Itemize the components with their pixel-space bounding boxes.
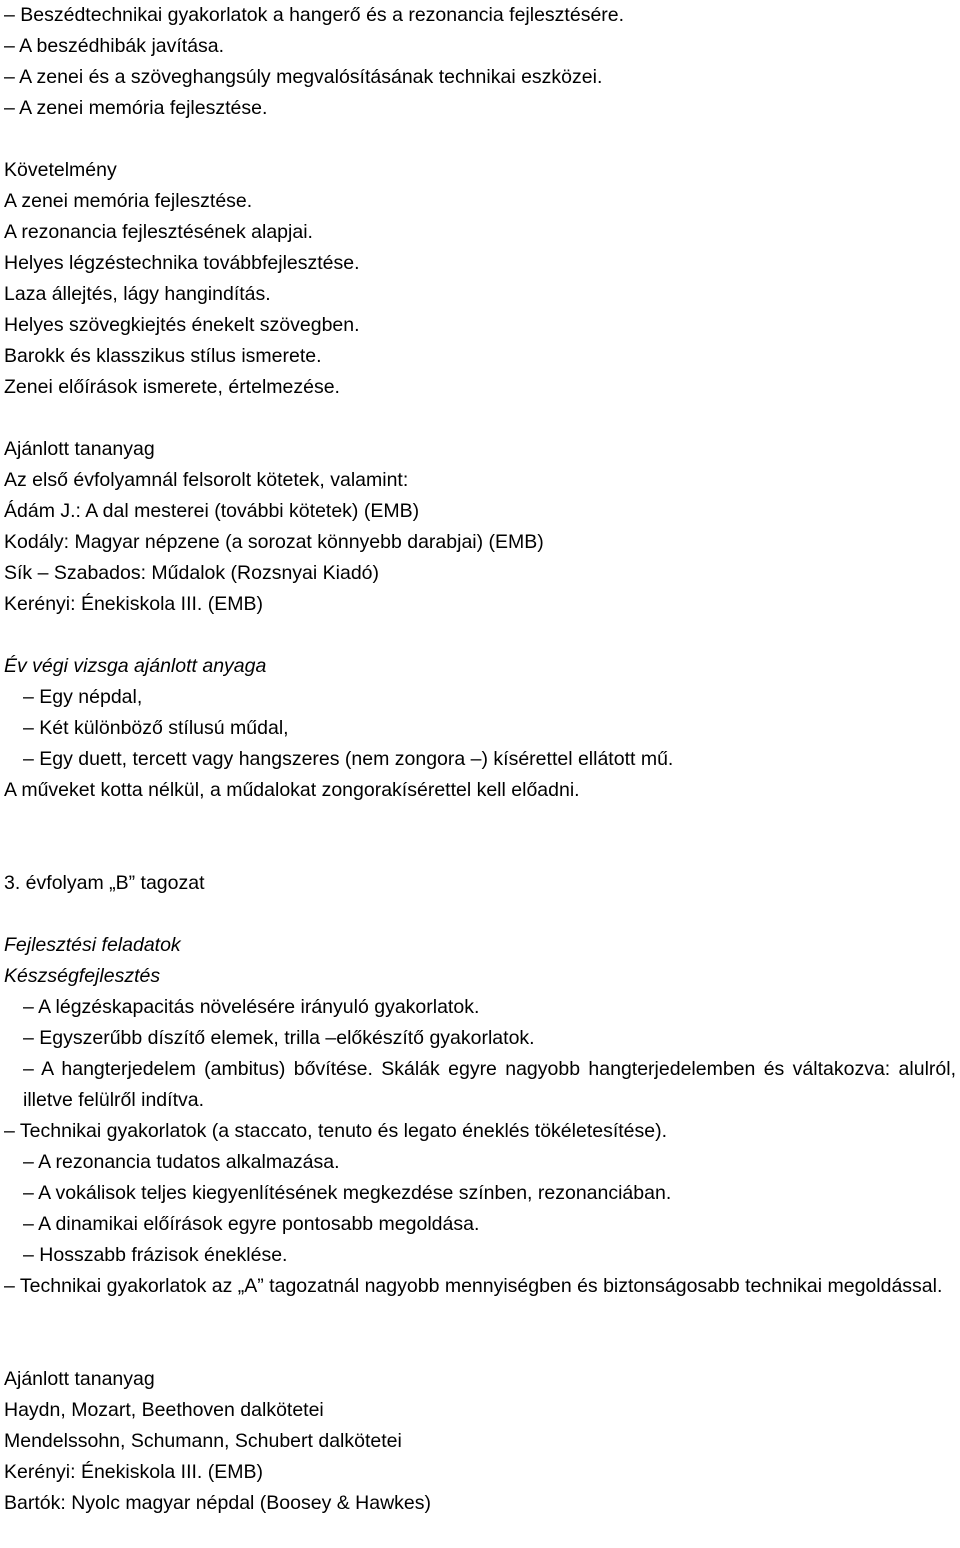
- list-item: – A beszédhibák javítása.: [4, 35, 225, 57]
- list-item: Haydn, Mozart, Beethoven dalkötetei: [4, 1399, 324, 1421]
- exam-heading: Év végi vizsga ajánlott anyaga: [4, 655, 267, 677]
- list-item: – Technikai gyakorlatok az „A” tagozatnál nagyobb mennyiségben és biztonságosabb technikai megoldással.: [4, 1275, 943, 1297]
- list-item: – Egy népdal,: [23, 686, 143, 708]
- list-item: Bartók: Nyolc magyar népdal (Boosey & Hawkes): [4, 1492, 432, 1514]
- tasks-section: [4, 930, 956, 1302]
- list-item: Zenei előírások ismerete, értelmezése.: [4, 376, 340, 398]
- list-item: – A zenei memória fejlesztése.: [4, 97, 268, 119]
- list-item: – Beszédtechnikai gyakorlatok a hangerő és a rezonancia fejlesztésére.: [4, 4, 625, 26]
- list-item: – A hangterjedelem (ambitus) bővítése. Skálák egyre nagyobb hangterjedelemben és váltakozva: alulról, illetve felülről indítva.: [23, 1058, 956, 1111]
- list-item: Helyes szövegkiejtés énekelt szövegben.: [4, 314, 360, 336]
- spacer: [4, 124, 956, 155]
- requirements-section: [4, 155, 956, 403]
- list-item: – A légzéskapacitás növelésére irányuló gyakorlatok.: [23, 996, 480, 1018]
- exam-note: A műveket kotta nélkül, a műdalokat zongorakísérettel kell előadni.: [4, 779, 580, 801]
- spacer: [4, 806, 956, 868]
- exam-section: [4, 651, 956, 806]
- list-item: Kodály: Magyar népzene (a sorozat könnyebb darabjai) (EMB): [4, 531, 544, 553]
- list-item: – A zenei és a szöveghangsúly megvalósításának technikai eszközei.: [4, 66, 603, 88]
- spacer: [4, 403, 956, 434]
- tasks-subheading: Készségfejlesztés: [4, 965, 161, 987]
- list-item: A rezonancia fejlesztésének alapjai.: [4, 221, 313, 243]
- list-item: – Egy duett, tercett vagy hangszeres (nem zongora –) kísérettel ellátott mű.: [23, 748, 674, 770]
- list-item: Laza állejtés, lágy hangindítás.: [4, 283, 271, 305]
- list-item: – Egyszerűbb díszítő elemek, trilla –előkészítő gyakorlatok.: [23, 1027, 535, 1049]
- list-item: Barokk és klasszikus stílus ismerete.: [4, 345, 322, 367]
- spacer: [4, 620, 956, 651]
- grade-heading: 3. évfolyam „B” tagozat: [4, 872, 205, 894]
- recommended-heading: Ajánlott tananyag: [4, 1368, 155, 1390]
- requirements-heading: Követelmény: [4, 159, 117, 181]
- list-item: – Hosszabb frázisok éneklése.: [23, 1244, 288, 1266]
- list-item: Ádám J.: A dal mesterei (további kötetek) (EMB): [4, 500, 420, 522]
- list-item: Kerényi: Énekiskola III. (EMB): [4, 1461, 264, 1483]
- list-item: – Technikai gyakorlatok (a staccato, tenuto és legato éneklés tökéletesítése).: [4, 1120, 668, 1142]
- list-item: A zenei memória fejlesztése.: [4, 190, 253, 212]
- spacer: [4, 899, 956, 930]
- list-item: – A dinamikai előírások egyre pontosabb megoldása.: [23, 1213, 480, 1235]
- list-item: Mendelssohn, Schumann, Schubert dalkötetei: [4, 1430, 402, 1452]
- list-item: – A rezonancia tudatos alkalmazása.: [23, 1151, 340, 1173]
- recommended-section: [4, 434, 956, 620]
- list-item: Sík – Szabados: Műdalok (Rozsnyai Kiadó): [4, 562, 380, 584]
- list-item: – A vokálisok teljes kiegyenlítésének megkezdése színben, rezonanciában.: [23, 1182, 672, 1204]
- recommended-heading: Ajánlott tananyag: [4, 438, 155, 460]
- list-item: Kerényi: Énekiskola III. (EMB): [4, 593, 264, 615]
- tasks-heading: Fejlesztési feladatok: [4, 934, 181, 956]
- list-item: Az első évfolyamnál felsorolt kötetek, valamint:: [4, 469, 409, 491]
- document-page: [4, 0, 956, 1519]
- spacer: [4, 1302, 956, 1364]
- recommended-section-2: [4, 1364, 956, 1519]
- list-item: – Két különböző stílusú műdal,: [23, 717, 289, 739]
- skill-list: [4, 0, 956, 124]
- list-item: Helyes légzéstechnika továbbfejlesztése.: [4, 252, 360, 274]
